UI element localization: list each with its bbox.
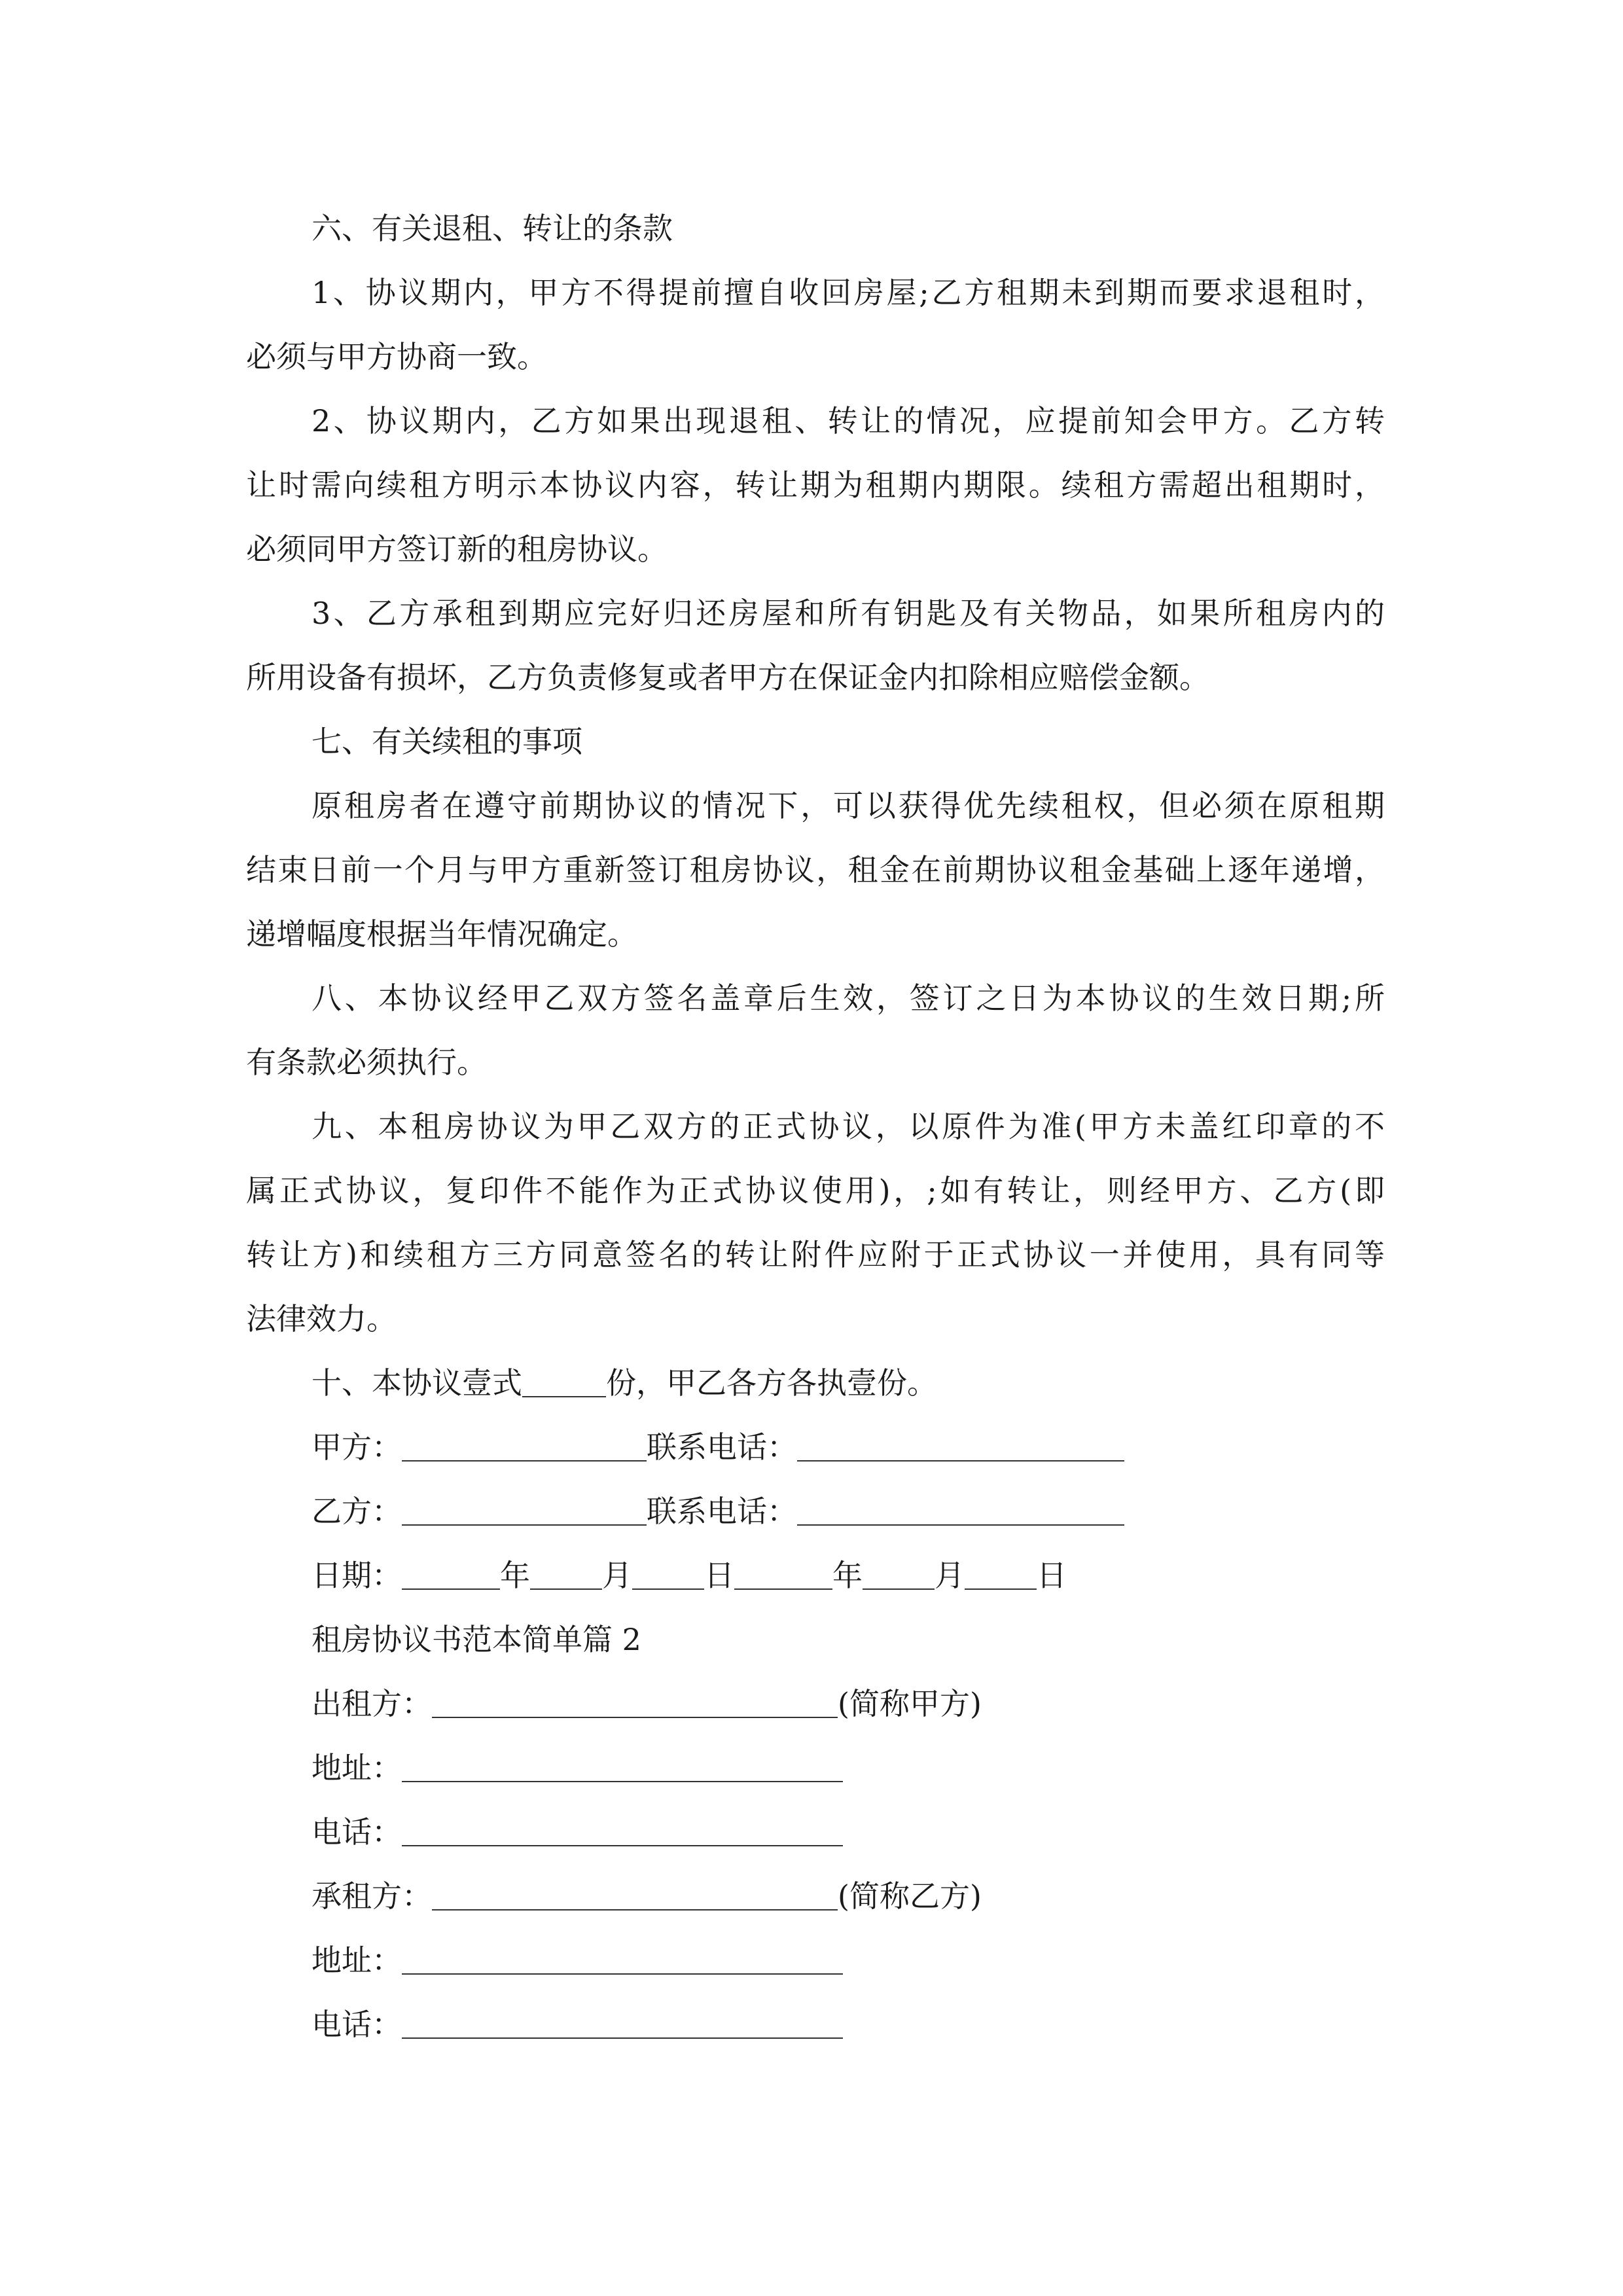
party-b-row (246, 1479, 1385, 1543)
section6-heading: 六、有关退租、转让的条款 (312, 211, 673, 246)
section9-line4: 法律效力。 (246, 1301, 397, 1336)
day-unit-2: 日 (1037, 1558, 1067, 1593)
date-year-blank-2[interactable] (734, 1558, 832, 1590)
party-a-row (246, 1415, 1385, 1479)
lessee-phone-row (246, 1992, 1385, 2056)
year-unit-1: 年 (500, 1558, 530, 1593)
lessor-address-row (246, 1736, 1385, 1800)
party-a-phone-label: 联系电话： (647, 1429, 797, 1465)
part2-title: 租房协议书范本简单篇 2 (312, 1622, 641, 1657)
section6-p2-line2: 让时需向续租方明示本协议内容，转让期为租期内期限。续租方需超出租期时， (246, 467, 1385, 503)
section10-line (246, 1351, 1385, 1415)
party-b-phone-blank[interactable] (797, 1494, 1124, 1526)
section8-line2: 有条款必须执行。 (246, 1045, 487, 1080)
section8-line1: 八、本协议经甲乙双方签名盖章后生效，签订之日为本协议的生效日期;所 (312, 980, 1385, 1016)
section10-prefix: 十、本协议壹式 (312, 1365, 522, 1401)
party-a-name-blank[interactable] (402, 1430, 647, 1462)
party-a-label: 甲方： (312, 1429, 402, 1465)
lessee-row (246, 1864, 1385, 1928)
lessee-label: 承租方： (312, 1878, 432, 1914)
date-row (246, 1543, 1385, 1607)
party-a-phone-blank[interactable] (797, 1430, 1124, 1462)
date-month-blank-1[interactable] (530, 1558, 602, 1590)
section6-p2-line3: 必须同甲方签订新的租房协议。 (246, 531, 668, 567)
lessor-row (246, 1672, 1385, 1736)
date-month-blank-2[interactable] (863, 1558, 935, 1590)
date-label: 日期： (312, 1558, 402, 1593)
section9-line2: 属正式协议，复印件不能作为正式协议使用)，;如有转让，则经甲方、乙方(即 (246, 1173, 1385, 1208)
lessor-blank[interactable] (432, 1687, 838, 1718)
lessor-phone-label: 电话： (312, 1814, 402, 1850)
section10-suffix: 份，甲乙各方各执壹份。 (606, 1365, 937, 1401)
date-year-blank-1[interactable] (402, 1558, 500, 1590)
section6-p3-line1: 3、乙方承租到期应完好归还房屋和所有钥匙及有关物品，如果所租房内的 (312, 596, 1385, 631)
lessee-address-row (246, 1928, 1385, 1992)
lessor-address-blank[interactable] (402, 1751, 843, 1782)
section9-line3: 转让方)和续租方三方同意签名的转让附件应附于正式协议一并使用，具有同等 (246, 1237, 1385, 1272)
lessee-address-blank[interactable] (402, 1943, 843, 1975)
lessor-phone-blank[interactable] (402, 1815, 843, 1846)
lessee-phone-blank[interactable] (402, 2007, 843, 2039)
date-day-blank-1[interactable] (632, 1558, 704, 1590)
copies-blank[interactable] (522, 1366, 606, 1397)
party-b-name-blank[interactable] (402, 1494, 647, 1526)
lessee-address-label: 地址： (312, 1943, 402, 1978)
section7-line3: 递增幅度根据当年情况确定。 (246, 916, 637, 952)
party-b-phone-label: 联系电话： (647, 1494, 797, 1529)
section6-p1-line2: 必须与甲方协商一致。 (246, 339, 547, 374)
section7-line1: 原租房者在遵守前期协议的情况下，可以获得优先续租权，但必须在原租期 (312, 788, 1385, 823)
date-day-blank-2[interactable] (965, 1558, 1037, 1590)
lessor-note: (简称甲方) (838, 1686, 982, 1721)
month-unit-1: 月 (602, 1558, 632, 1593)
section7-line2: 结束日前一个月与甲方重新签订租房协议，租金在前期协议租金基础上逐年递增， (246, 852, 1385, 888)
lessor-phone-row (246, 1800, 1385, 1864)
lessee-note: (简称乙方) (838, 1878, 982, 1914)
month-unit-2: 月 (935, 1558, 965, 1593)
lessee-blank[interactable] (432, 1879, 838, 1910)
year-unit-2: 年 (832, 1558, 863, 1593)
section6-p2-line1: 2、协议期内，乙方如果出现退租、转让的情况，应提前知会甲方。乙方转 (312, 403, 1385, 439)
section7-heading: 七、有关续租的事项 (312, 724, 582, 759)
section9-line1: 九、本租房协议为甲乙双方的正式协议，以原件为准(甲方未盖红印章的不 (312, 1109, 1385, 1144)
document-page (246, 196, 1385, 2056)
lessor-label: 出租方： (312, 1686, 432, 1721)
lessor-address-label: 地址： (312, 1750, 402, 1785)
day-unit-1: 日 (704, 1558, 734, 1593)
section6-p3-line2: 所用设备有损坏，乙方负责修复或者甲方在保证金内扣除相应赔偿金额。 (246, 660, 1209, 695)
party-b-label: 乙方： (312, 1494, 402, 1529)
section6-p1-line1: 1、协议期内，甲方不得提前擅自收回房屋;乙方租期未到期而要求退租时， (312, 275, 1385, 310)
lessee-phone-label: 电话： (312, 2007, 402, 2042)
